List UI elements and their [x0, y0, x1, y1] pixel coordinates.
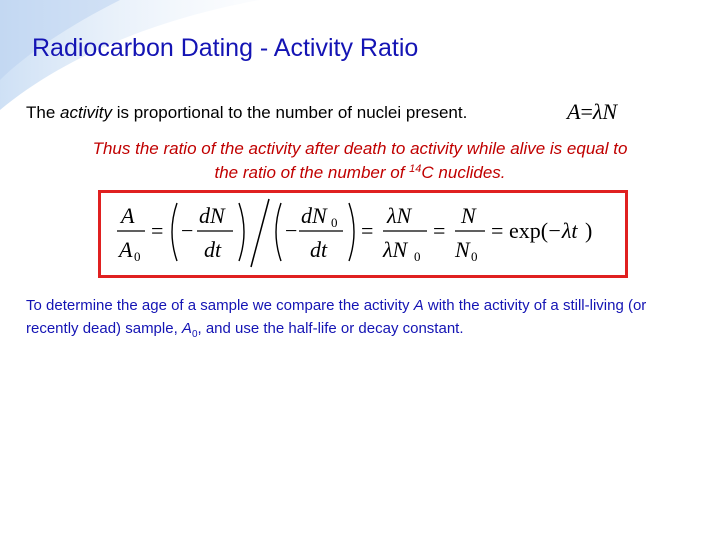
eq-equals-2: = [361, 218, 374, 243]
eq-A: A [121, 203, 135, 228]
eq-dt-2: dt [310, 237, 328, 262]
eq-equals-3: = [433, 218, 446, 243]
eq-paren-close-2 [349, 203, 354, 261]
ratio-statement [20, 137, 700, 185]
eq-exp: exp( [509, 218, 549, 243]
eq-lambdaN0: λN [383, 237, 408, 262]
isotope-mass-number: 14 [409, 163, 422, 175]
ratio-line2-before: the ratio of the number of [214, 163, 410, 182]
eq-paren-close-1 [239, 203, 244, 261]
eq-minus-2: − [285, 218, 298, 243]
para-part1: To determine the age of a sample we compare the activity [26, 297, 414, 314]
ratio-statement-line1: Thus the ratio of the activity after death to activity while alive is equal to [92, 139, 628, 158]
age-determination-paragraph [26, 294, 696, 340]
ratio-equation-box [98, 190, 628, 278]
intro-before: The [26, 103, 61, 122]
eq-dN0: dN [301, 203, 327, 228]
eq-dN0-sub: 0 [331, 215, 338, 230]
eq-dt-1: dt [204, 237, 222, 262]
intro-emphasis: activity [60, 103, 112, 122]
slide-title: Radiocarbon Dating - Activity Ratio [32, 34, 419, 62]
eq-exp-arg: −λt [547, 218, 578, 243]
eq-division-slash [251, 199, 269, 267]
eq-minus-1: − [181, 218, 194, 243]
eq-paren-open-1 [172, 203, 177, 261]
formula-rhs: λN [592, 99, 618, 124]
ratio-statement-line2 [20, 161, 700, 185]
eq-equals-4: = [491, 218, 504, 243]
ratio-line2-after: C nuclides. [421, 163, 506, 182]
formula-lhs: A [567, 99, 581, 124]
formula-equals: = [580, 99, 593, 124]
eq-A0: A [119, 237, 133, 262]
intro-after: is proportional to the number of nuclei present. [112, 103, 468, 122]
intro-text [26, 103, 467, 123]
eq-exp-close: ) [585, 218, 593, 243]
eq-N0-sub: 0 [471, 249, 478, 264]
activity-formula [567, 99, 617, 125]
para-subscript-0: 0 [191, 329, 198, 340]
eq-N: N [461, 203, 476, 228]
para-activity-A0: A [181, 320, 192, 337]
eq-paren-open-2 [276, 203, 281, 261]
eq-A0-sub: 0 [134, 249, 141, 264]
para-activity-A: A [413, 297, 424, 314]
eq-equals-1: = [151, 218, 164, 243]
para-part2: with the activity of a still-living (or recently dead) sample, [26, 297, 647, 337]
eq-dN: dN [199, 203, 225, 228]
ratio-equation [101, 193, 625, 275]
eq-N0: N [455, 237, 470, 262]
eq-lambdaN0-sub: 0 [414, 249, 421, 264]
para-part3: , and use the half-life or decay constant. [197, 320, 464, 337]
eq-lambdaN: λN [387, 203, 412, 228]
